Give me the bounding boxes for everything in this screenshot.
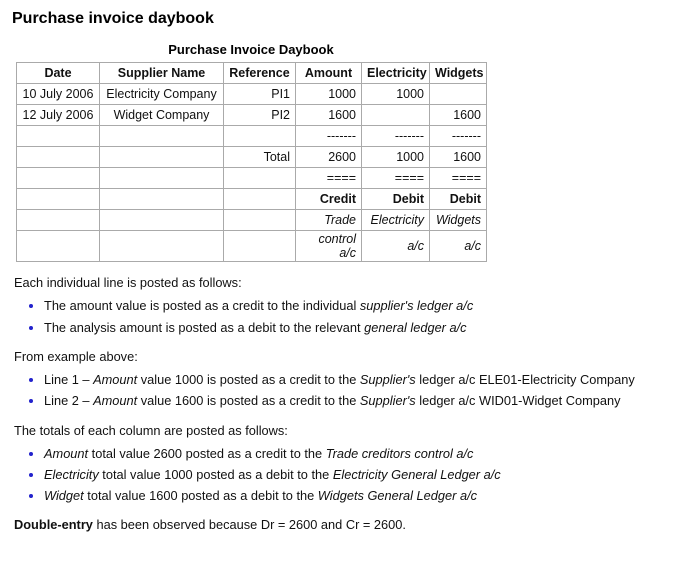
cell-supplier: Electricity Company <box>100 84 224 105</box>
cell-date: 10 July 2006 <box>17 84 100 105</box>
cell-amount-total: 2600 <box>296 147 362 168</box>
table-row-account-line2 <box>17 231 487 262</box>
intro-bullet-list <box>10 297 688 336</box>
conclusion-paragraph <box>14 517 688 532</box>
cell-date <box>17 147 100 168</box>
cell-electricity-posting: Debit <box>362 189 430 210</box>
column-header-supplier-name: Supplier Name <box>100 63 224 84</box>
bullet-text-em: Amount <box>93 393 138 409</box>
column-header-date: Date <box>17 63 100 84</box>
bullet-text-em: Amount <box>93 372 138 388</box>
table-caption: Purchase Invoice Daybook <box>168 42 334 57</box>
bullet-text-em2: Supplier's <box>359 372 416 388</box>
table-row-account-line1 <box>17 210 487 231</box>
daybook-table-wrapper <box>16 42 688 262</box>
cell-reference <box>224 231 296 262</box>
list-item <box>44 297 688 314</box>
purchase-invoice-daybook-table <box>16 62 487 262</box>
cell-electricity: ------- <box>362 126 430 147</box>
bullet-text-post: ledger a/c ELE01-Electricity Company <box>415 372 635 388</box>
cell-electricity: 1000 <box>362 84 430 105</box>
totals-bullet-list <box>10 445 688 505</box>
cell-supplier <box>100 189 224 210</box>
bullet-text-em2: Electricity General Ledger a/c <box>332 467 501 483</box>
cell-date <box>17 189 100 210</box>
bullet-text-mid: value 1600 is posted as a credit to the <box>137 393 360 409</box>
table-row-total <box>17 147 487 168</box>
cell-amount: 1600 <box>296 105 362 126</box>
list-item <box>44 319 688 336</box>
cell-electricity <box>362 105 430 126</box>
cell-electricity-account-2: a/c <box>362 231 430 262</box>
bullet-text-em: Amount <box>44 445 89 461</box>
bullet-text-pre: The amount value is posted as a credit to the individual <box>44 298 360 314</box>
cell-date <box>17 168 100 189</box>
list-item <box>44 371 688 388</box>
list-item <box>44 445 688 462</box>
cell-reference <box>224 126 296 147</box>
cell-amount: ------- <box>296 126 362 147</box>
cell-supplier <box>100 210 224 231</box>
page-title: Purchase invoice daybook <box>12 10 214 27</box>
bullet-text-em: supplier's ledger a/c <box>359 298 474 314</box>
cell-amount-account-2: control a/c <box>296 231 362 262</box>
conclusion-bold: Double-entry <box>14 516 93 532</box>
table-row <box>17 126 487 147</box>
table-header-row <box>17 63 487 84</box>
list-item <box>44 466 688 483</box>
cell-total-label: Total <box>224 147 296 168</box>
cell-amount: ==== <box>296 168 362 189</box>
cell-supplier <box>100 168 224 189</box>
bullet-text-mid: value 1000 is posted as a credit to the <box>137 372 360 388</box>
cell-amount-account: Trade <box>296 210 362 231</box>
column-header-amount: Amount <box>296 63 362 84</box>
cell-date: 12 July 2006 <box>17 105 100 126</box>
table-row <box>17 168 487 189</box>
conclusion-rest: has been observed because Dr = 2600 and Cr = 2600. <box>92 516 406 532</box>
bullet-text-em2: Trade creditors control a/c <box>325 445 474 461</box>
cell-widgets: 1600 <box>430 105 487 126</box>
bullet-text-em: Electricity <box>44 467 99 483</box>
list-item <box>44 392 688 409</box>
cell-amount: 1000 <box>296 84 362 105</box>
bullet-text-pre: The analysis amount is posted as a debit to the relevant <box>44 319 365 335</box>
cell-widgets-posting: Debit <box>430 189 487 210</box>
example-heading: From example above: <box>14 348 138 364</box>
bullet-text-pre: Line 2 – <box>44 393 94 409</box>
cell-widgets: ==== <box>430 168 487 189</box>
cell-supplier: Widget Company <box>100 105 224 126</box>
cell-supplier <box>100 231 224 262</box>
cell-amount-posting: Credit <box>296 189 362 210</box>
cell-electricity-account: Electricity <box>362 210 430 231</box>
bullet-text-em2: Widgets General Ledger a/c <box>317 488 478 504</box>
cell-date <box>17 210 100 231</box>
cell-widgets-account: Widgets <box>430 210 487 231</box>
cell-electricity: ==== <box>362 168 430 189</box>
list-item <box>44 487 688 504</box>
cell-date <box>17 231 100 262</box>
bullet-text-em: general ledger a/c <box>364 319 467 335</box>
bullet-text-mid: total value 1600 posted as a debit to the <box>83 488 318 504</box>
totals-heading: The totals of each column are posted as follows: <box>14 422 288 438</box>
column-header-electricity: Electricity <box>362 63 430 84</box>
cell-reference: PI2 <box>224 105 296 126</box>
cell-widgets-account-2: a/c <box>430 231 487 262</box>
bullet-text-em2: Supplier's <box>359 393 416 409</box>
cell-reference: PI1 <box>224 84 296 105</box>
cell-widgets <box>430 84 487 105</box>
bullet-text-mid: total value 2600 posted as a credit to the <box>88 445 326 461</box>
cell-electricity-total: 1000 <box>362 147 430 168</box>
cell-widgets: ------- <box>430 126 487 147</box>
table-row <box>17 84 487 105</box>
cell-supplier <box>100 147 224 168</box>
bullet-text-pre: Line 1 – <box>44 372 94 388</box>
example-bullet-list <box>10 371 688 410</box>
column-header-widgets: Widgets <box>430 63 487 84</box>
cell-reference <box>224 210 296 231</box>
cell-reference <box>224 189 296 210</box>
cell-supplier <box>100 126 224 147</box>
cell-widgets-total: 1600 <box>430 147 487 168</box>
bullet-text-em: Widget <box>44 488 84 504</box>
bullet-text-post: ledger a/c WID01-Widget Company <box>415 393 621 409</box>
cell-date <box>17 126 100 147</box>
table-row-posting-type <box>17 189 487 210</box>
column-header-reference: Reference <box>224 63 296 84</box>
cell-reference <box>224 168 296 189</box>
intro-paragraph: Each individual line is posted as follows: <box>14 275 242 290</box>
bullet-text-mid: total value 1000 posted as a debit to the <box>98 467 333 483</box>
table-row <box>17 105 487 126</box>
